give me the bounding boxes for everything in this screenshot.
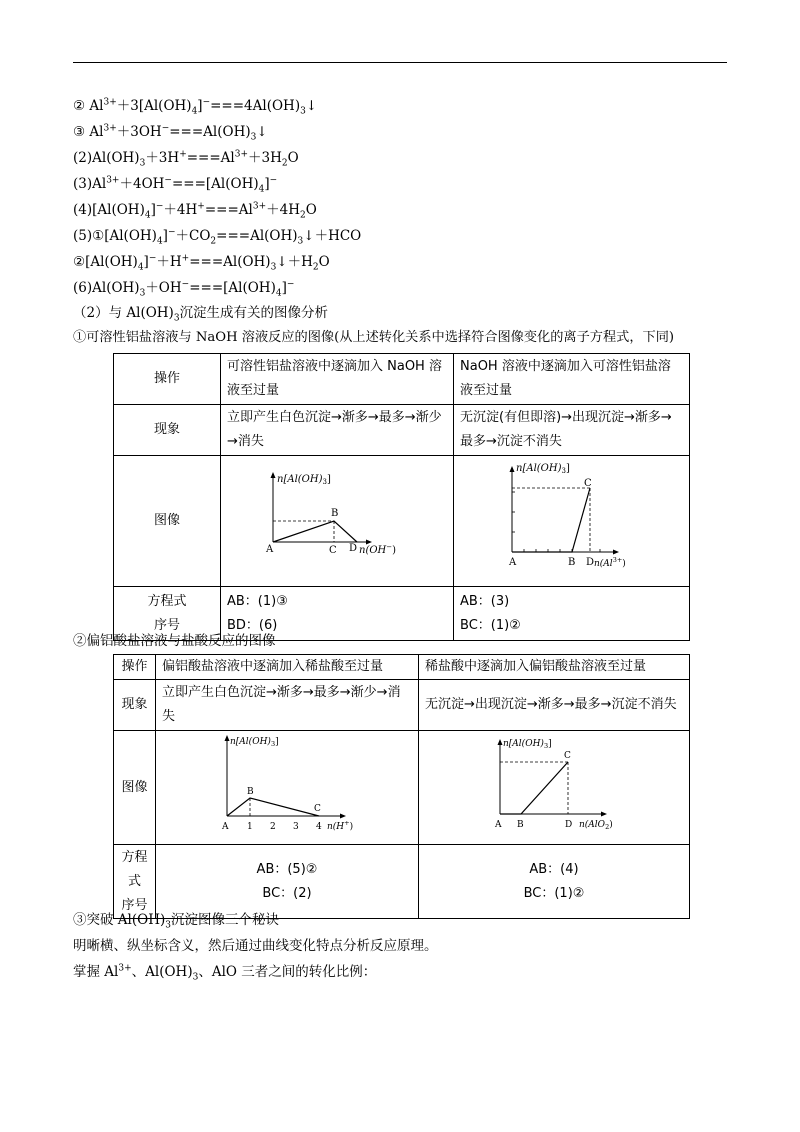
equation-line-3: $(2)Al(OH)_3+3H^+===Al^{3+}+3H_2O$: [73, 149, 299, 169]
series-line: [273, 521, 357, 542]
y-axis-label: $n[Al(OH)_3]$: [503, 739, 552, 750]
tip-heading: ③突破 $Al(OH)_3$沉淀图像三个秘诀: [73, 912, 279, 931]
point-label-a: A: [266, 544, 274, 555]
point-label-b: B: [517, 820, 524, 830]
y-axis-arrow: [510, 466, 515, 472]
x-axis-label: n(OH−): [359, 543, 397, 556]
header-rule: [73, 62, 727, 63]
row-label-equation: 方程 式 序号: [114, 845, 156, 919]
y-axis-label: $n[Al(OH)_3]$: [516, 463, 570, 475]
series-line: [512, 488, 590, 552]
equation-line-1: ② $Al^{3+}+3[Al(OH)_4]^-===4Al(OH)_3↓$: [73, 97, 318, 117]
y-axis-arrow: [225, 735, 230, 741]
equation-line-2: ③ $Al^{3+}+3OH^-===Al(OH)_3↓$: [73, 123, 268, 143]
cell-phenomenon-2: 无沉淀→出现沉淀→渐多→最多→沉淀不消失: [419, 680, 690, 731]
equation-line-6: $(5)①[Al(OH)_4]^-+CO_2===Al(OH)_3↓+HCO$: [73, 227, 362, 247]
x-axis-label: n(AlO$_2$): [579, 820, 613, 831]
x-axis-arrow: [613, 550, 619, 555]
cell-equation-2: AB：(4) BC：(1)②: [419, 845, 690, 919]
graph-4: [419, 731, 689, 835]
x-axis-arrow: [601, 812, 607, 817]
graph-1: [221, 456, 453, 577]
series-line: [500, 762, 568, 814]
series-line: [227, 798, 319, 816]
point-label-b: B: [247, 787, 254, 797]
table-aluminum-salt-naoh: [113, 353, 690, 641]
section-heading: （2）与 $Al(OH)_3$沉淀生成有关的图像分析: [73, 305, 329, 324]
equation-line-5: $(4)[Al(OH)_4]^-+4H^+===Al^{3+}+4H_2O$: [73, 201, 317, 221]
cell-operation-1: 偏铝酸盐溶液中逐滴加入稀盐酸至过量: [156, 655, 419, 680]
row-label-operation: 操作: [114, 354, 221, 405]
graph-cell-4: [419, 731, 690, 845]
cell-equation-2: AB：(3) BC：(1)②: [454, 587, 690, 641]
tip-line-2: 掌握 $Al^{3+}$、$Al(OH)_3$、AlO 三者之间的转化比例：: [73, 963, 377, 983]
x-axis-label: $n(Al^{3+})$: [594, 556, 626, 569]
equation-line-4: $(3)Al^{3+}+4OH^-===[Al(OH)_4]^-$: [73, 175, 278, 195]
row-label-operation: 操作: [114, 655, 156, 680]
y-axis-label: $n[Al(OH)_3]$: [277, 474, 331, 486]
x-axis-arrow: [340, 814, 346, 819]
tick-label-2: 2: [270, 822, 276, 832]
graph-3: [156, 731, 418, 835]
point-label-c: C: [314, 804, 321, 814]
point-label-c: C: [329, 545, 337, 556]
cell-equation-1: AB：(5)② BC：(2): [156, 845, 419, 919]
point-label-c: C: [584, 478, 592, 489]
y-axis-arrow: [271, 472, 276, 478]
point-label-d: D: [565, 820, 573, 830]
row-label-phenomenon: 现象: [114, 680, 156, 731]
cell-phenomenon-1: 立即产生白色沉淀→渐多→最多→渐少→消失: [156, 680, 419, 731]
tick-label-4: 4: [316, 822, 322, 832]
point-label-b: B: [331, 508, 339, 519]
x-axis-arrow: [366, 540, 372, 545]
y-axis-label: $n[Al(OH)_3]$: [230, 737, 279, 748]
graph-cell-2: [454, 456, 690, 587]
cell-operation-1: 可溶性铝盐溶液中逐滴加入 NaOH 溶液至过量: [221, 354, 454, 405]
point-label-a: A: [495, 820, 502, 830]
row-label-graph: 图像: [114, 731, 156, 845]
tick-label-3: 3: [293, 822, 299, 832]
intro-1: ①可溶性铝盐溶液与 NaOH 溶液反应的图像(从上述转化关系中选择符合图像变化的离子方程式，下同): [73, 330, 675, 345]
intro-2: ②偏铝酸盐溶液与盐酸反应的图像: [73, 633, 276, 649]
row-label-graph: 图像: [114, 456, 221, 587]
tip-line-1: 明晰横、纵坐标含义，然后通过曲线变化特点分析反应原理。: [73, 938, 438, 954]
row-label-equation: 方程式 序号: [114, 587, 221, 641]
equation-line-7: $②[Al(OH)_4]^-+H^+===Al(OH)_3↓+H_2O$: [73, 253, 330, 273]
row-label-phenomenon: 现象: [114, 405, 221, 456]
graph-cell-3: [156, 731, 419, 845]
cell-operation-2: 稀盐酸中逐滴加入偏铝酸盐溶液至过量: [419, 655, 690, 680]
cell-phenomenon-1: 立即产生白色沉淀→渐多→最多→渐少→消失: [221, 405, 454, 456]
point-label-c: C: [564, 751, 571, 761]
point-label-d: D: [349, 543, 358, 554]
cell-operation-2: NaOH 溶液中逐滴加入可溶性铝盐溶液至过量: [454, 354, 690, 405]
cell-equation-1: AB：(1)③ BD：(6): [221, 587, 454, 641]
x-axis-label: n(H+): [327, 819, 354, 832]
table-aluminate-hcl: [113, 654, 690, 919]
point-label-b: B: [568, 557, 576, 568]
tick-label-1: 1: [247, 822, 253, 832]
point-label-a: A: [509, 557, 517, 568]
point-label-a: A: [222, 822, 229, 832]
cell-phenomenon-2: 无沉淀(有但即溶)→出现沉淀→渐多→最多→沉淀不消失: [454, 405, 690, 456]
graph-cell-1: [221, 456, 454, 587]
graph-2: [454, 456, 689, 577]
equation-line-8: $(6)Al(OH)_3+OH^-===[Al(OH)_4]^-$: [73, 279, 295, 299]
point-label-d: D: [586, 557, 595, 568]
y-axis-arrow: [498, 739, 503, 745]
